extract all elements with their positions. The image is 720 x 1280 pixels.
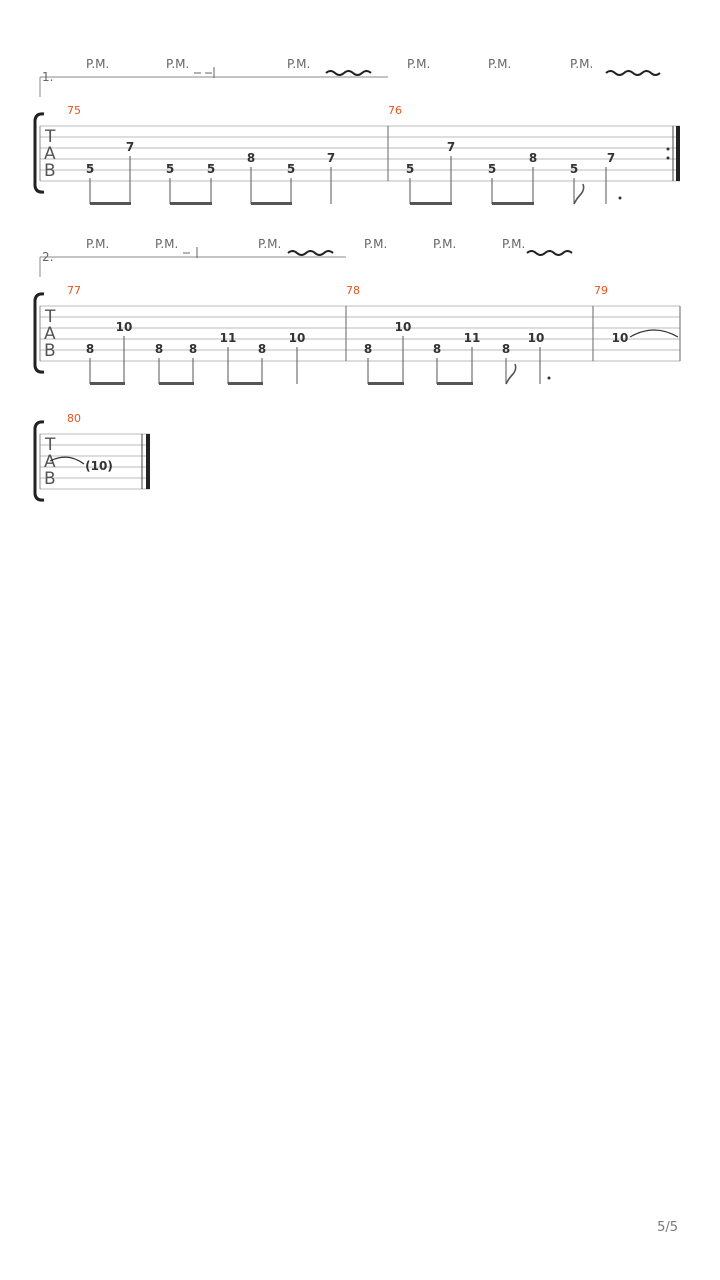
- tab-clef-letter: B: [44, 341, 56, 361]
- palm-mute-extension-line: [183, 247, 197, 258]
- volta-label: 2.: [42, 250, 54, 264]
- tab-clef-letter: T: [45, 307, 56, 327]
- fret-number: 5: [206, 162, 216, 176]
- fret-number: 5: [85, 162, 95, 176]
- eighth-flag-icon: [506, 364, 516, 384]
- fret-number: 8: [257, 342, 267, 356]
- vibrato-icon: [326, 71, 371, 75]
- fret-number: 11: [463, 331, 481, 345]
- tab-clef-letter: A: [44, 324, 56, 344]
- palm-mute-label: P.M.: [570, 57, 594, 71]
- vibrato-icon: [606, 71, 660, 75]
- fret-number: 7: [125, 140, 135, 154]
- system-1: [35, 57, 680, 205]
- fret-number: 7: [326, 151, 336, 165]
- palm-mute-label: P.M.: [166, 57, 190, 71]
- bar-number: 76: [388, 104, 402, 117]
- final-barline: [142, 434, 150, 489]
- page-number: 5/5: [657, 1220, 678, 1235]
- bar-number: 77: [67, 284, 81, 297]
- fret-number: 8: [188, 342, 198, 356]
- fret-number: 8: [246, 151, 256, 165]
- bar-number: 75: [67, 104, 81, 117]
- fret-number: 10: [611, 331, 629, 345]
- dot-icon: [619, 197, 622, 200]
- fret-number: (10): [85, 459, 113, 473]
- fret-number: 5: [405, 162, 415, 176]
- fret-number: 8: [501, 342, 511, 356]
- fret-number: 10: [115, 320, 133, 334]
- vibrato-icon: [288, 251, 333, 255]
- palm-mute-extension-line: [194, 67, 214, 78]
- tab-staff: [40, 126, 680, 181]
- system-2: [35, 237, 680, 385]
- fret-number: 8: [432, 342, 442, 356]
- palm-mute-label: P.M.: [407, 57, 431, 71]
- rhythm-beams: [90, 202, 534, 205]
- palm-mute-label: P.M.: [258, 237, 282, 251]
- palm-mute-label: P.M.: [86, 237, 110, 251]
- palm-mute-label: P.M.: [488, 57, 512, 71]
- volta-label: 1.: [42, 70, 54, 84]
- palm-mute-label: P.M.: [155, 237, 179, 251]
- tab-clef-letter: B: [44, 469, 56, 489]
- palm-mute-label: P.M.: [433, 237, 457, 251]
- bar-number: 80: [67, 412, 81, 425]
- dot-icon: [548, 377, 551, 380]
- tab-clef-letter: A: [44, 144, 56, 164]
- tab-clef-letter: B: [44, 161, 56, 181]
- fret-number: 5: [487, 162, 497, 176]
- tie-arc: [630, 330, 678, 337]
- rhythm-beams: [90, 382, 473, 385]
- fret-number: 10: [288, 331, 306, 345]
- palm-mute-label: P.M.: [86, 57, 110, 71]
- fret-number: 7: [446, 140, 456, 154]
- vibrato-icon: [527, 251, 572, 255]
- fret-number: 8: [85, 342, 95, 356]
- repeat-end-barline: [667, 126, 681, 181]
- system-3: [35, 412, 150, 500]
- tab-clef-letter: T: [45, 435, 56, 455]
- fret-number: 5: [569, 162, 579, 176]
- fret-number: 5: [165, 162, 175, 176]
- fret-number: 8: [363, 342, 373, 356]
- fret-number: 7: [606, 151, 616, 165]
- bar-number: 79: [594, 284, 608, 297]
- fret-number: 10: [527, 331, 545, 345]
- eighth-flag-icon: [574, 184, 584, 204]
- fret-number: 8: [528, 151, 538, 165]
- tab-staff: [40, 306, 680, 361]
- fret-number: 11: [219, 331, 237, 345]
- tab-clef-letter: A: [44, 452, 56, 472]
- palm-mute-label: P.M.: [502, 237, 526, 251]
- fret-number: 5: [286, 162, 296, 176]
- tab-clef-letter: T: [45, 127, 56, 147]
- fret-number: 8: [154, 342, 164, 356]
- fret-number: 10: [394, 320, 412, 334]
- palm-mute-label: P.M.: [364, 237, 388, 251]
- bar-number: 78: [346, 284, 360, 297]
- palm-mute-label: P.M.: [287, 57, 311, 71]
